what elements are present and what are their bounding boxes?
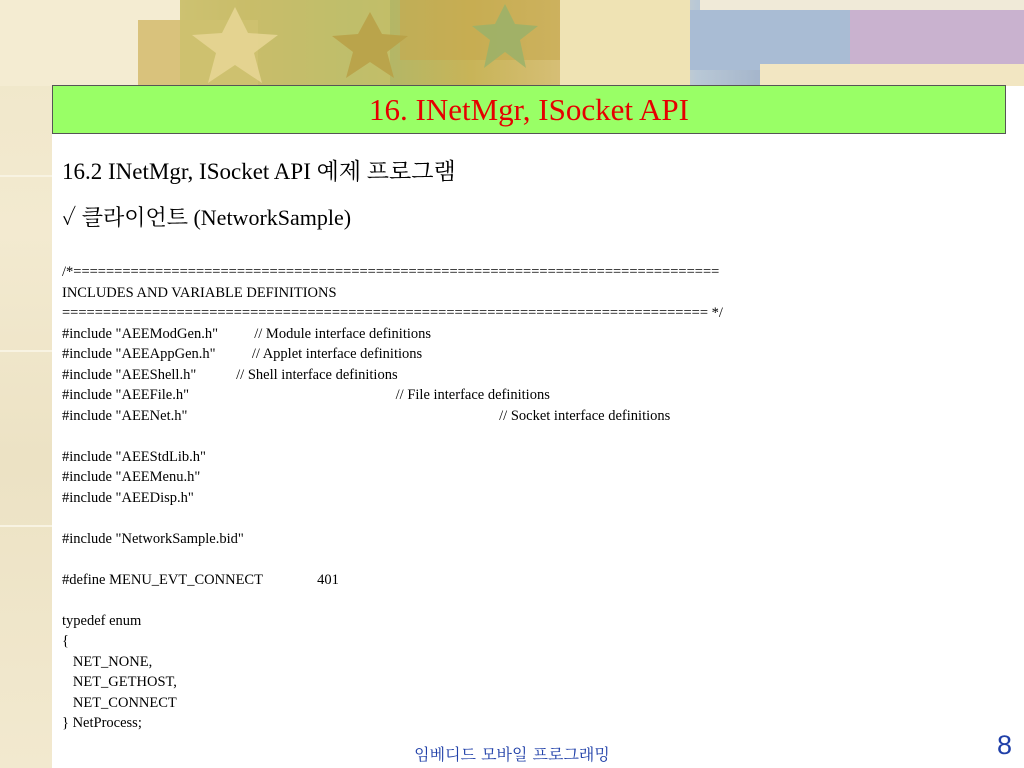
code-line: =============================================================================== */ (62, 305, 723, 321)
code-line (62, 549, 723, 570)
code-line: #include "AEEMenu.h" (62, 469, 201, 485)
subtitle: 16.2 INetMgr, ISocket API 예제 프로그램 (62, 159, 456, 184)
code-line: #include "AEEStdLib.h" (62, 448, 206, 465)
code-line: #define MENU_EVT_CONNECT 401 (62, 571, 339, 588)
footer-text: 임베디드 모바일 프로그래밍 (414, 745, 610, 764)
code-line (62, 590, 723, 611)
code-line: #include "AEEFile.h" // File interface definitions (62, 387, 550, 403)
code-line: INCLUDES AND VARIABLE DEFINITIONS (62, 284, 337, 301)
code-line (62, 426, 723, 447)
code-line (62, 508, 723, 529)
bullet-item (62, 201, 351, 232)
checkmark-icon: ✓ (62, 205, 77, 230)
code-line: { (62, 633, 69, 649)
code-line: #include "AEEShell.h" // Shell interface definitions (62, 366, 398, 383)
title-box (52, 85, 1006, 134)
code-line: } NetProcess; (62, 715, 142, 731)
code-line: #include "AEEDisp.h" (62, 489, 194, 506)
code-line: NET_GETHOST, (62, 674, 177, 690)
slide-title: 16. INetMgr, ISocket API (369, 92, 689, 127)
code-block (62, 262, 723, 734)
top-decorative-banner (0, 0, 1024, 86)
code-line: #include "AEEAppGen.h" // Applet interface definitions (62, 346, 423, 362)
code-line: #include "AEEModGen.h" // Module interface definitions (62, 325, 432, 342)
code-line: #include "AEENet.h" // Socket interface definitions (62, 407, 671, 424)
code-line: #include "NetworkSample.bid" (62, 530, 244, 547)
code-line: NET_NONE, (62, 653, 153, 670)
code-line: typedef enum (62, 612, 142, 629)
code-line: NET_CONNECT (62, 694, 177, 711)
code-line: /*=============================================================================== (62, 264, 720, 280)
leaf-icon (470, 2, 540, 72)
left-decoration (0, 0, 52, 768)
page-number: 8 (996, 730, 1012, 760)
leaf-icon (330, 10, 410, 80)
leaf-icon (190, 5, 280, 85)
bullet-text: 클라이언트 (NetworkSample) (81, 205, 352, 230)
